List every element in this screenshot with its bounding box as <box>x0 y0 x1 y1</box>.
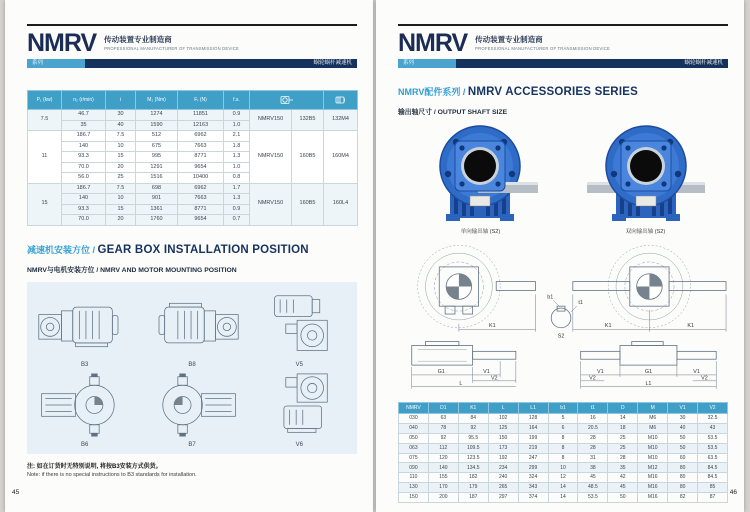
dim-value-cell: 53.5 <box>578 493 608 503</box>
section-subtitle: 输出轴尺寸 / OUTPUT SHAFT SIZE <box>398 109 508 116</box>
value-cell: 6962 <box>178 183 224 194</box>
tagline-en: PROFESSIONAL MANUFACTURER OF TRANSMISSION DEVICE <box>475 46 610 51</box>
size-cell: 050 <box>399 433 429 443</box>
dim-value-cell: 92 <box>458 423 488 433</box>
value-cell: 15 <box>106 152 136 163</box>
section-title-installation <box>27 240 357 258</box>
size-cell: 110 <box>399 473 429 483</box>
dim-value-cell: 324 <box>518 473 548 483</box>
dim-value-cell: 16 <box>578 414 608 424</box>
dim-label-v2: V2 <box>701 375 708 382</box>
series-bar <box>398 59 728 68</box>
dim-value-cell: 87 <box>698 493 728 503</box>
dim-value-cell: 92 <box>428 433 458 443</box>
series-bar-label: 系列 <box>27 59 85 68</box>
gearbox-motor-vertical-drawing <box>249 292 349 358</box>
value-cell: 35 <box>62 120 106 131</box>
value-cell: 6962 <box>178 131 224 142</box>
dim-value-cell: 123.5 <box>458 453 488 463</box>
photo-caption: 双向输出轴 (S2) <box>625 229 666 235</box>
value-cell: 140 <box>62 194 106 205</box>
value-cell: 0.7 <box>224 215 250 226</box>
col-speed: n₂ (r/min) <box>62 91 106 110</box>
note-en: Note: if there is no special instructions to B3 standards for installation. <box>27 471 197 478</box>
gearbox-icon <box>250 91 324 110</box>
dim-value-cell: 164 <box>518 423 548 433</box>
dim-value-cell: 50 <box>608 493 638 503</box>
dim-value-cell: 84.5 <box>698 463 728 473</box>
dim-table-header-row <box>399 403 728 414</box>
dim-value-cell: 192 <box>488 453 518 463</box>
dim-value-cell: 45 <box>608 483 638 493</box>
dim-table-row <box>399 443 728 453</box>
dim-value-cell: 32.5 <box>698 414 728 424</box>
dim-value-cell: 60 <box>668 453 698 463</box>
mounting-diagram-v6 <box>246 370 353 450</box>
dim-value-cell: 155 <box>428 473 458 483</box>
value-cell: 8771 <box>178 152 224 163</box>
dim-value-cell: 38 <box>578 463 608 473</box>
series-bar-product: 蜗轮蜗杆减速机 <box>456 59 728 68</box>
value-cell: 1.8 <box>224 141 250 152</box>
dim-value-cell: 43 <box>698 423 728 433</box>
dim-value-cell: 40 <box>668 423 698 433</box>
flange-cell: 160B5 <box>292 183 324 225</box>
dimension-drawings <box>398 241 728 396</box>
photo-single-output-shaft <box>401 124 561 235</box>
dim-label-g1: G1 <box>644 368 653 375</box>
dim-label-l: L <box>459 381 463 388</box>
dim-table-row <box>399 463 728 473</box>
value-cell: 15 <box>106 204 136 215</box>
page-number-right: 46 <box>729 489 737 496</box>
brand-logo: NMRV <box>398 29 468 57</box>
dim-table-row <box>399 493 728 503</box>
dim-table-body <box>399 414 728 503</box>
dim-value-cell: 18 <box>608 423 638 433</box>
dim-value-cell: 80 <box>668 463 698 473</box>
value-cell: 0.9 <box>224 110 250 121</box>
dim-label-l1: L1 <box>645 381 652 388</box>
dim-table-row <box>399 423 728 433</box>
value-cell: 1.3 <box>224 152 250 163</box>
value-cell: 0.9 <box>224 204 250 215</box>
mounting-label: B6 <box>80 441 89 448</box>
dim-value-cell: 5 <box>548 414 578 424</box>
power-cell: 11 <box>28 131 62 184</box>
value-cell: 70.0 <box>62 162 106 173</box>
dim-value-cell: 173 <box>488 443 518 453</box>
dim-label-g1: G1 <box>437 368 445 375</box>
dim-col-header: M <box>638 403 668 414</box>
dim-value-cell: 343 <box>518 483 548 493</box>
value-cell: 1590 <box>136 120 178 131</box>
dim-value-cell: 25 <box>608 443 638 453</box>
brand-header <box>398 31 728 55</box>
gearbox-model-cell: NMRV150 <box>250 110 292 131</box>
power-table-header-row <box>28 91 358 110</box>
photo-caption: 单向输出轴 (S2) <box>460 229 501 235</box>
dim-label-b1: b1 <box>547 294 554 301</box>
page-right <box>376 0 744 512</box>
gearbox-photo <box>418 124 544 224</box>
dim-value-cell: 80 <box>668 473 698 483</box>
output-shaft-dimension-drawing <box>398 241 728 391</box>
value-cell: 186.7 <box>62 183 106 194</box>
section-title-accessories <box>398 82 728 100</box>
dim-value-cell: 14 <box>548 483 578 493</box>
dim-col-header: t1 <box>578 403 608 414</box>
dim-col-header: V1 <box>668 403 698 414</box>
dim-value-cell: 102 <box>488 414 518 424</box>
dim-value-cell: 14 <box>548 493 578 503</box>
size-cell: 040 <box>399 423 429 433</box>
dim-value-cell: 50 <box>668 443 698 453</box>
value-cell: 9654 <box>178 215 224 226</box>
size-cell: 030 <box>399 414 429 424</box>
dim-value-cell: M6 <box>638 423 668 433</box>
tagline-zh: 传动装置专业制造商 <box>104 35 172 44</box>
value-cell: 7.5 <box>106 183 136 194</box>
power-table-row <box>28 183 358 194</box>
dim-value-cell: M10 <box>638 433 668 443</box>
dim-value-cell: 50 <box>668 433 698 443</box>
motor-model-cell: 132M4 <box>324 110 358 131</box>
section-title-en: GEAR BOX INSTALLATION POSITION <box>97 243 309 256</box>
dim-value-cell: 28 <box>608 453 638 463</box>
flange-cell: 160B5 <box>292 131 324 184</box>
value-cell: 1516 <box>136 173 178 184</box>
dim-label-v1: V1 <box>597 368 604 375</box>
power-cell: 15 <box>28 183 62 225</box>
dim-value-cell: 12 <box>548 473 578 483</box>
dim-value-cell: 63 <box>428 414 458 424</box>
col-power: P₁ (kw) <box>28 91 62 110</box>
motor-model-cell: 160L4 <box>324 183 358 225</box>
dim-value-cell: 179 <box>458 483 488 493</box>
dim-table-row <box>399 483 728 493</box>
value-cell: 7.5 <box>106 131 136 142</box>
dim-value-cell: 63.5 <box>698 453 728 463</box>
dim-label-k1: K1 <box>604 322 612 329</box>
value-cell: 20 <box>106 162 136 173</box>
dim-value-cell: 6 <box>548 423 578 433</box>
dim-table-row <box>399 473 728 483</box>
top-rule <box>27 24 357 26</box>
dim-value-cell: M16 <box>638 473 668 483</box>
dim-col-header: V2 <box>698 403 728 414</box>
dim-col-header: K1 <box>458 403 488 414</box>
dim-value-cell: 28 <box>578 443 608 453</box>
dim-label-k1: K1 <box>488 322 496 329</box>
value-cell: 0.8 <box>224 173 250 184</box>
dim-value-cell: 200 <box>428 493 458 503</box>
dim-label-v2: V2 <box>589 375 596 382</box>
dim-value-cell: M16 <box>638 483 668 493</box>
dim-value-cell: 84 <box>458 414 488 424</box>
dim-value-cell: 299 <box>518 463 548 473</box>
dim-value-cell: 150 <box>488 433 518 443</box>
dim-table-row <box>399 414 728 424</box>
dim-value-cell: 53.5 <box>698 433 728 443</box>
col-ratio: i <box>106 91 136 110</box>
mounting-label: V6 <box>295 441 303 448</box>
product-photos <box>398 124 728 235</box>
section-title-zh: 减速机安装方位 / <box>27 244 98 255</box>
dim-value-cell: 31 <box>578 453 608 463</box>
value-cell: 698 <box>136 183 178 194</box>
tagline-zh: 传动装置专业制造商 <box>475 35 543 44</box>
note-zh: 注: 如在订货时无特别说明, 将按B3安装方式供货。 <box>27 463 162 470</box>
mounting-diagram-b3 <box>31 290 138 370</box>
value-cell: 10 <box>106 194 136 205</box>
dim-col-header: NMRV <box>399 403 429 414</box>
dim-value-cell: 10 <box>548 463 578 473</box>
dim-value-cell: 170 <box>428 483 458 493</box>
value-cell: 20 <box>106 215 136 226</box>
mounting-diagram-b8 <box>138 290 245 370</box>
mounting-label: B3 <box>80 361 89 368</box>
dim-value-cell: 85 <box>698 483 728 493</box>
dim-value-cell: 14 <box>608 414 638 424</box>
dim-value-cell: 82 <box>668 493 698 503</box>
value-cell: 186.7 <box>62 131 106 142</box>
mounting-diagram-b6 <box>31 370 138 450</box>
tagline-en: PROFESSIONAL MANUFACTURER OF TRANSMISSION DEVICE <box>104 46 239 51</box>
dim-value-cell: 45 <box>578 473 608 483</box>
dim-value-cell: 199 <box>518 433 548 443</box>
value-cell: 1361 <box>136 204 178 215</box>
gearbox-motor-top-drawing <box>35 372 135 438</box>
value-cell: 675 <box>136 141 178 152</box>
dim-label-t1: t1 <box>578 300 583 307</box>
page-number-left: 45 <box>12 489 20 496</box>
dim-value-cell: M16 <box>638 493 668 503</box>
dim-value-cell: 240 <box>488 473 518 483</box>
dim-value-cell: 8 <box>548 433 578 443</box>
power-cell: 7.5 <box>28 110 62 131</box>
value-cell: 512 <box>136 131 178 142</box>
value-cell: 1.7 <box>224 183 250 194</box>
dim-value-cell: 109.5 <box>458 443 488 453</box>
value-cell: 901 <box>136 194 178 205</box>
value-cell: 140 <box>62 141 106 152</box>
dim-value-cell: 134.5 <box>458 463 488 473</box>
gearbox-model-cell: NMRV150 <box>250 131 292 184</box>
col-force: Fᵣ (N) <box>178 91 224 110</box>
value-cell: 2.1 <box>224 131 250 142</box>
dim-value-cell: 219 <box>518 443 548 453</box>
dim-value-cell: 125 <box>488 423 518 433</box>
dim-value-cell: 84.5 <box>698 473 728 483</box>
dim-value-cell: M10 <box>638 453 668 463</box>
mounting-diagram-b7 <box>138 370 245 450</box>
value-cell: 1.3 <box>224 194 250 205</box>
page-left <box>5 0 373 512</box>
mounting-positions-panel <box>27 282 357 454</box>
photo-double-output-shaft <box>566 124 726 235</box>
power-rating-table <box>27 90 358 226</box>
dim-value-cell: 20.5 <box>578 423 608 433</box>
value-cell: 56.0 <box>62 173 106 184</box>
dim-col-header: L1 <box>518 403 548 414</box>
dim-col-header: b1 <box>548 403 578 414</box>
value-cell: 70.0 <box>62 215 106 226</box>
dim-label-v1: V1 <box>693 368 700 375</box>
brand-taglines <box>475 31 610 51</box>
dim-value-cell: M10 <box>638 443 668 453</box>
dim-table-row <box>399 433 728 443</box>
gearbox-model-cell: NMRV150 <box>250 183 292 225</box>
value-cell: 40 <box>106 120 136 131</box>
section-title-en: NMRV ACCESSORIES SERIES <box>467 86 638 98</box>
value-cell: 7663 <box>178 194 224 205</box>
value-cell: 46.7 <box>62 110 106 121</box>
size-cell: 063 <box>399 443 429 453</box>
gearbox-photo <box>583 124 709 224</box>
dim-value-cell: 112 <box>428 443 458 453</box>
value-cell: 1760 <box>136 215 178 226</box>
gearbox-motor-vertical-drawing <box>249 372 349 438</box>
dim-value-cell: 30 <box>668 414 698 424</box>
size-cell: 150 <box>399 493 429 503</box>
shaft-dimension-table <box>398 402 728 503</box>
dim-value-cell: 78 <box>428 423 458 433</box>
dim-value-cell: 95.5 <box>458 433 488 443</box>
col-sf: f.s. <box>224 91 250 110</box>
dim-value-cell: 48.5 <box>578 483 608 493</box>
value-cell: 995 <box>136 152 178 163</box>
value-cell: 10 <box>106 141 136 152</box>
series-bar <box>27 59 357 68</box>
dim-value-cell: 374 <box>518 493 548 503</box>
series-bar-product: 蜗轮蜗杆减速机 <box>85 59 357 68</box>
dim-value-cell: 8 <box>548 443 578 453</box>
dim-value-cell: 35 <box>608 463 638 473</box>
mounting-label: V5 <box>295 361 303 368</box>
value-cell: 93.3 <box>62 204 106 215</box>
power-table-row <box>28 131 358 142</box>
value-cell: 9654 <box>178 162 224 173</box>
col-torque: M₂ (Nm) <box>136 91 178 110</box>
motor-icon <box>324 91 358 110</box>
dim-value-cell: 28 <box>578 433 608 443</box>
dim-col-header: D1 <box>428 403 458 414</box>
section-subtitle: NMRV与电机安装方位 / NMRV AND MOTOR MOUNTING POSITION <box>27 266 237 274</box>
dim-value-cell: 297 <box>488 493 518 503</box>
value-cell: 12163 <box>178 120 224 131</box>
dim-value-cell: 140 <box>428 463 458 473</box>
dim-value-cell: 265 <box>488 483 518 493</box>
series-bar-label: 系列 <box>398 59 456 68</box>
mounting-label: B7 <box>188 441 196 448</box>
section-title-zh: NMRV配件系列 / <box>398 87 468 97</box>
flange-cell: 132B5 <box>292 110 324 131</box>
size-cell: 075 <box>399 453 429 463</box>
value-cell: 93.3 <box>62 152 106 163</box>
dim-label-v1: V1 <box>483 368 490 375</box>
dim-value-cell: 8 <box>548 453 578 463</box>
dim-value-cell: 128 <box>518 414 548 424</box>
dim-value-cell: 187 <box>458 493 488 503</box>
mounting-label: B8 <box>188 361 196 368</box>
value-cell: 7663 <box>178 141 224 152</box>
dim-value-cell: 25 <box>608 433 638 443</box>
dim-value-cell: 42 <box>608 473 638 483</box>
size-cell: 090 <box>399 463 429 473</box>
dim-table-row <box>399 453 728 463</box>
dim-value-cell: M12 <box>638 463 668 473</box>
value-cell: 1291 <box>136 162 178 173</box>
dim-value-cell: 120 <box>428 453 458 463</box>
brand-taglines <box>104 31 239 51</box>
dim-label-s2: S2 <box>557 333 565 340</box>
dim-value-cell: 234 <box>488 463 518 473</box>
value-cell: 10400 <box>178 173 224 184</box>
value-cell: 25 <box>106 173 136 184</box>
dim-value-cell: 53.5 <box>698 443 728 453</box>
dim-value-cell: 247 <box>518 453 548 463</box>
gearbox-motor-side-drawing <box>142 292 242 358</box>
dim-col-header: D <box>608 403 638 414</box>
brand-logo: NMRV <box>27 29 97 57</box>
mounting-diagram-v5 <box>246 290 353 370</box>
value-cell: 8771 <box>178 204 224 215</box>
dim-label-v2: V2 <box>490 375 498 382</box>
power-table-body <box>28 110 358 226</box>
top-rule <box>398 24 728 26</box>
brand-header <box>27 31 357 55</box>
value-cell: 1.0 <box>224 120 250 131</box>
dim-value-cell: M6 <box>638 414 668 424</box>
dim-value-cell: 80 <box>668 483 698 493</box>
value-cell: 1274 <box>136 110 178 121</box>
power-table-row <box>28 110 358 121</box>
value-cell: 1.0 <box>224 162 250 173</box>
gearbox-motor-top-drawing <box>142 372 242 438</box>
motor-model-cell: 160M4 <box>324 131 358 184</box>
value-cell: 11851 <box>178 110 224 121</box>
value-cell: 30 <box>106 110 136 121</box>
size-cell: 130 <box>399 483 429 493</box>
dim-col-header: L <box>488 403 518 414</box>
dim-label-k1: K1 <box>687 322 694 329</box>
gearbox-motor-side-drawing <box>35 292 135 358</box>
dim-value-cell: 182 <box>458 473 488 483</box>
